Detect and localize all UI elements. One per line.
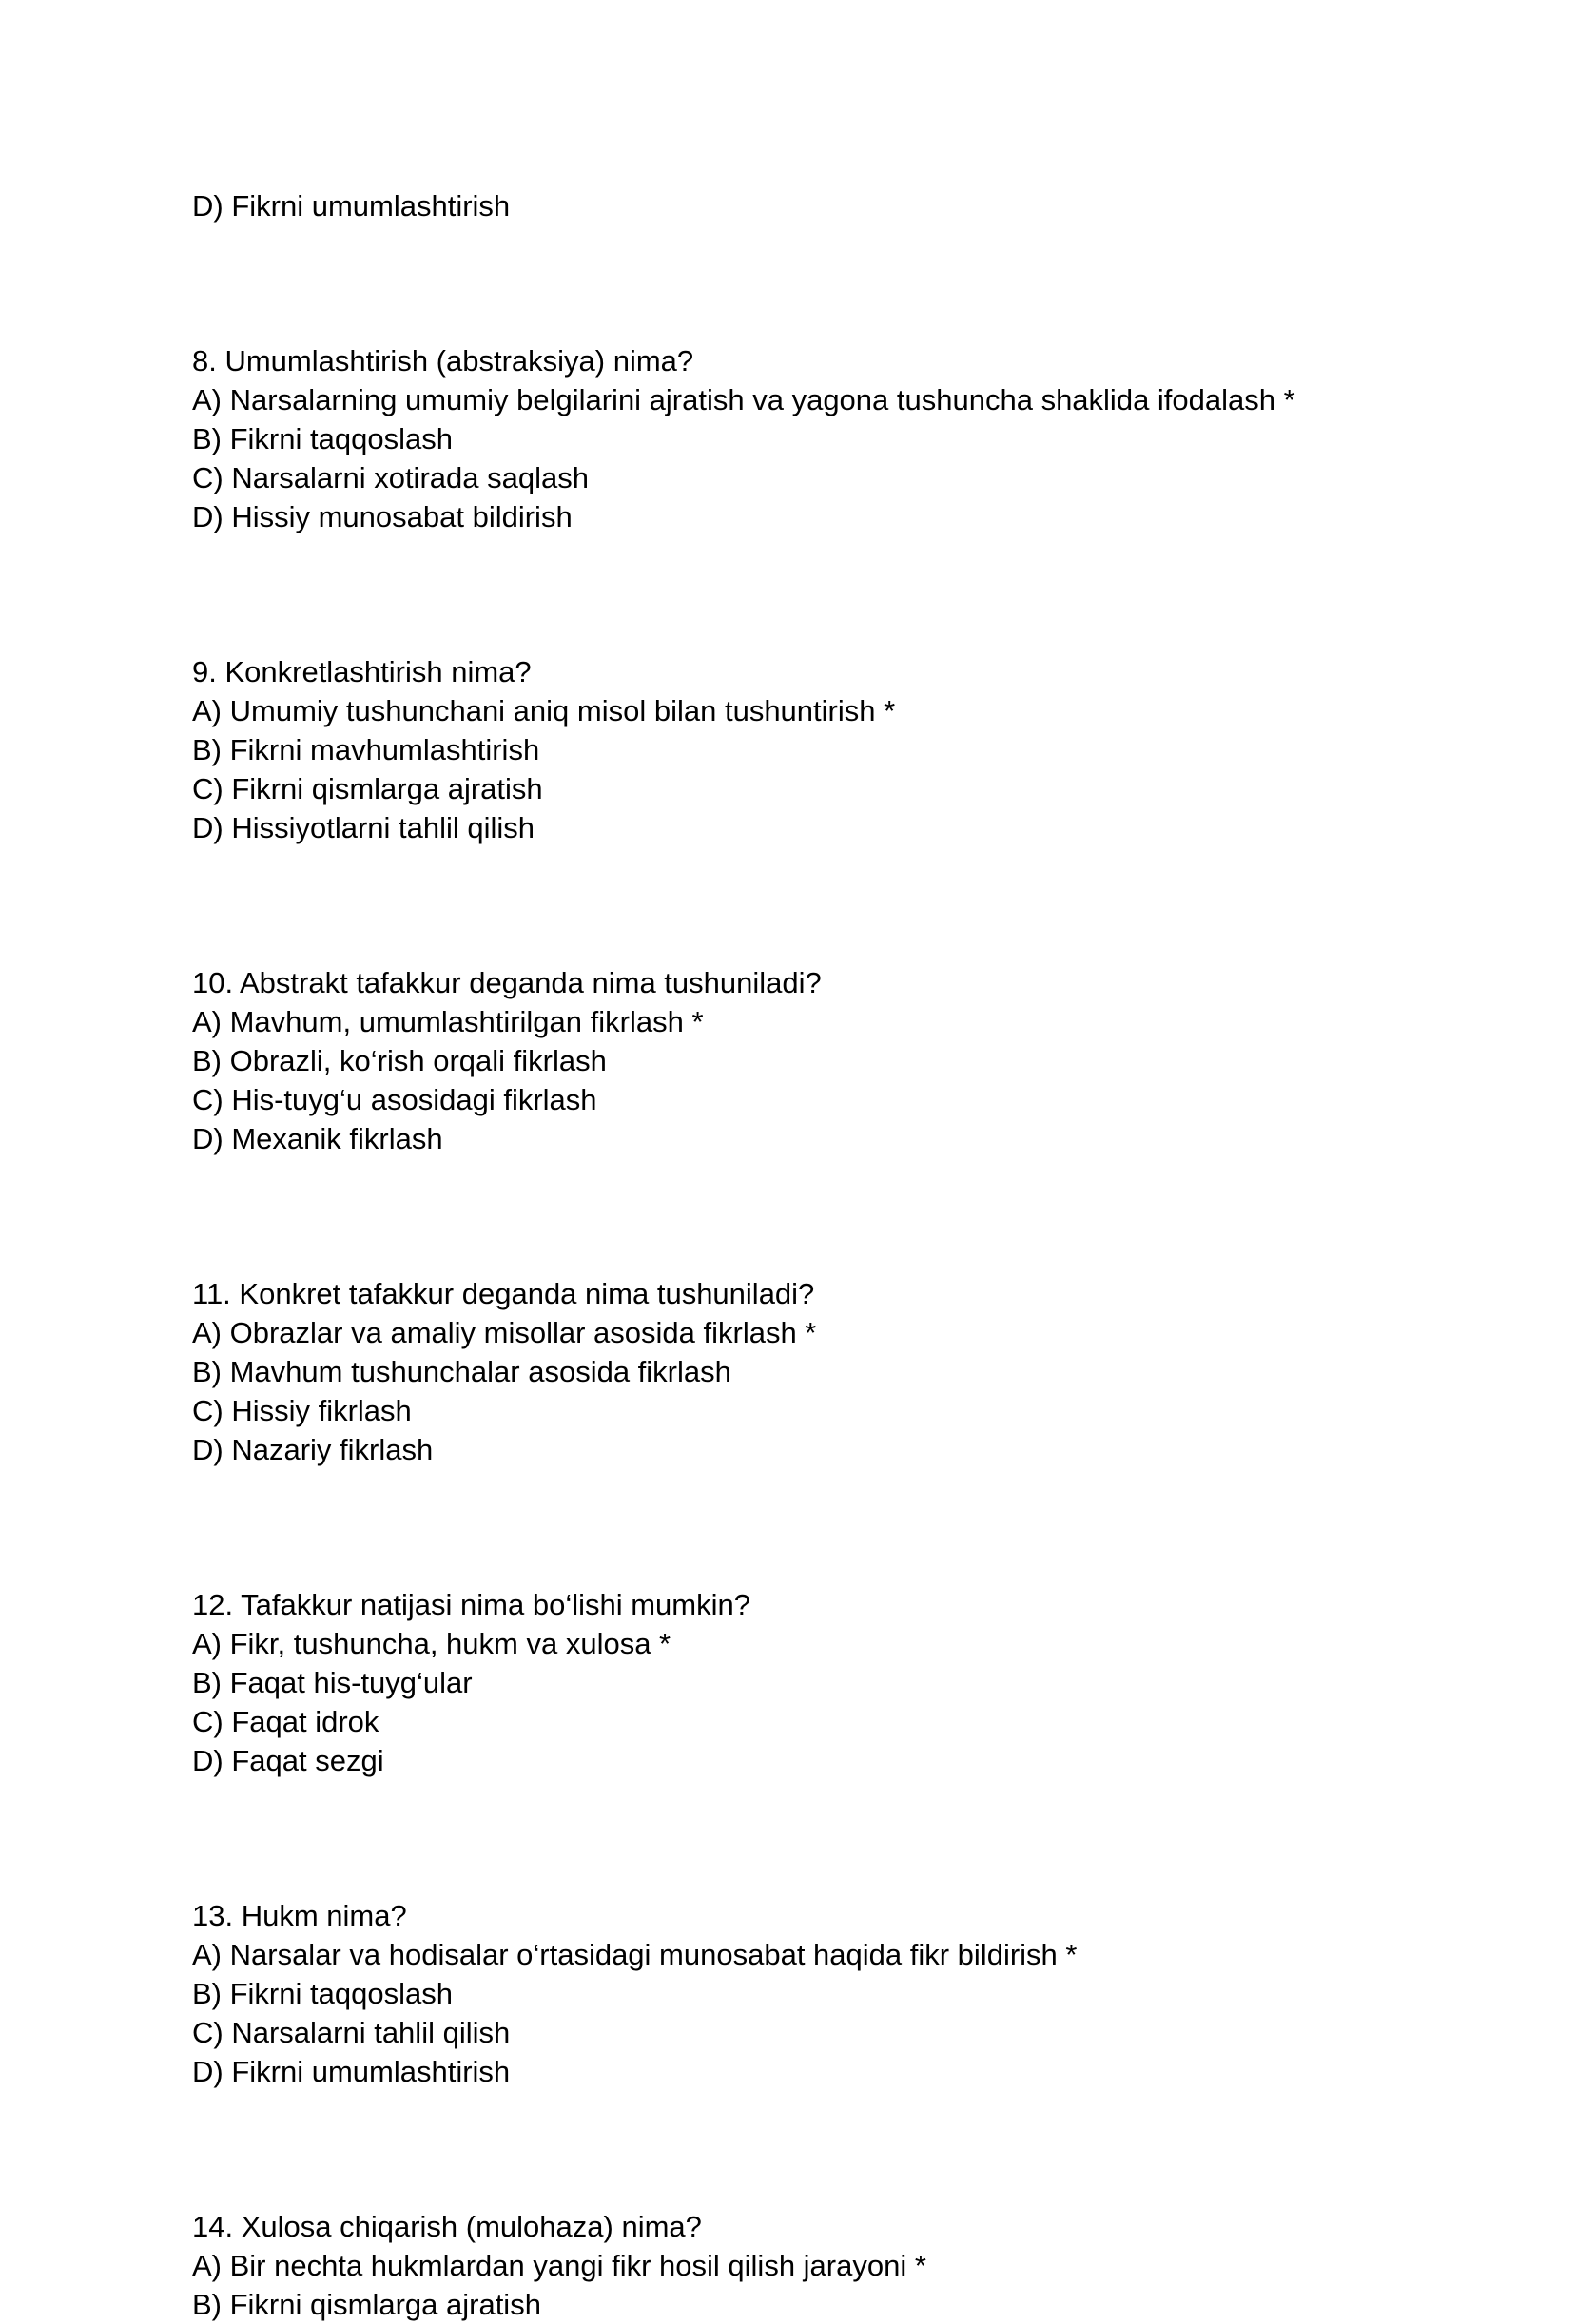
- option-c: C) Narsalarni xotirada saqlash: [192, 461, 589, 494]
- option-c: C) Fikrni qismlarga ajratish: [192, 772, 543, 805]
- option-b: B) Faqat his-tuyg‘ular: [192, 1666, 473, 1699]
- option-b: B) Fikrni taqqoslash: [192, 422, 453, 455]
- question-text: 8. Umumlashtirish (abstraksiya) nima?: [192, 344, 694, 378]
- option-c: C) Faqat idrok: [192, 1705, 379, 1738]
- option-d: D) Mexanik fikrlash: [192, 1122, 443, 1155]
- option-a: A) Umumiy tushunchani aniq misol bilan tushuntirish *: [192, 694, 896, 727]
- option-c: C) Hissiy fikrlash: [192, 1394, 412, 1427]
- question-block-11: [192, 1274, 1381, 1469]
- option-a: A) Fikr, tushuncha, hukm va xulosa *: [192, 1627, 671, 1660]
- question-text: 11. Konkret tafakkur deganda nima tushuniladi?: [192, 1277, 815, 1310]
- option-a: A) Obrazlar va amaliy misollar asosida fikrlash *: [192, 1316, 817, 1349]
- question-block-13: [192, 1896, 1381, 2091]
- question-text: 14. Xulosa chiqarish (mulohaza) nima?: [192, 2210, 702, 2243]
- option-b: B) Fikrni mavhumlashtirish: [192, 733, 540, 766]
- option-d: D) Faqat sezgi: [192, 1744, 384, 1777]
- option-d: D) Fikrni umumlashtirish: [192, 2055, 511, 2088]
- option-a: A) Mavhum, umumlashtirilgan fikrlash *: [192, 1005, 704, 1038]
- question-block-8: [192, 341, 1381, 536]
- question-block-14: [192, 2207, 1381, 2324]
- option-b: B) Fikrni taqqoslash: [192, 1977, 453, 2010]
- document-content: [192, 186, 1381, 2324]
- leading-option-line: D) Fikrni umumlashtirish: [192, 189, 511, 223]
- question-text: 13. Hukm nima?: [192, 1899, 407, 1932]
- option-c: C) Narsalarni tahlil qilish: [192, 2016, 511, 2049]
- question-text: 10. Abstrakt tafakkur deganda nima tushuniladi?: [192, 966, 822, 999]
- option-a: A) Narsalarning umumiy belgilarini ajratish va yagona tushuncha shaklida ifodalash *: [192, 383, 1295, 416]
- question-block-12: [192, 1585, 1381, 1780]
- option-d: D) Nazariy fikrlash: [192, 1433, 434, 1466]
- option-a: A) Bir nechta hukmlardan yangi fikr hosil qilish jarayoni *: [192, 2249, 926, 2282]
- option-b: B) Fikrni qismlarga ajratish: [192, 2288, 541, 2321]
- option-a: A) Narsalar va hodisalar o‘rtasidagi munosabat haqida fikr bildirish *: [192, 1938, 1078, 1971]
- option-b: B) Mavhum tushunchalar asosida fikrlash: [192, 1355, 731, 1388]
- question-text: 12. Tafakkur natijasi nima bo‘lishi mumkin?: [192, 1588, 750, 1621]
- option-c: C) His-tuyg‘u asosidagi fikrlash: [192, 1083, 597, 1116]
- option-d: D) Hissiyotlarni tahlil qilish: [192, 811, 535, 844]
- question-block-10: [192, 963, 1381, 1158]
- question-block-9: [192, 652, 1381, 847]
- option-d: D) Hissiy munosabat bildirish: [192, 500, 573, 533]
- option-b: B) Obrazli, ko‘rish orqali fikrlash: [192, 1044, 607, 1077]
- question-text: 9. Konkretlashtirish nima?: [192, 655, 532, 688]
